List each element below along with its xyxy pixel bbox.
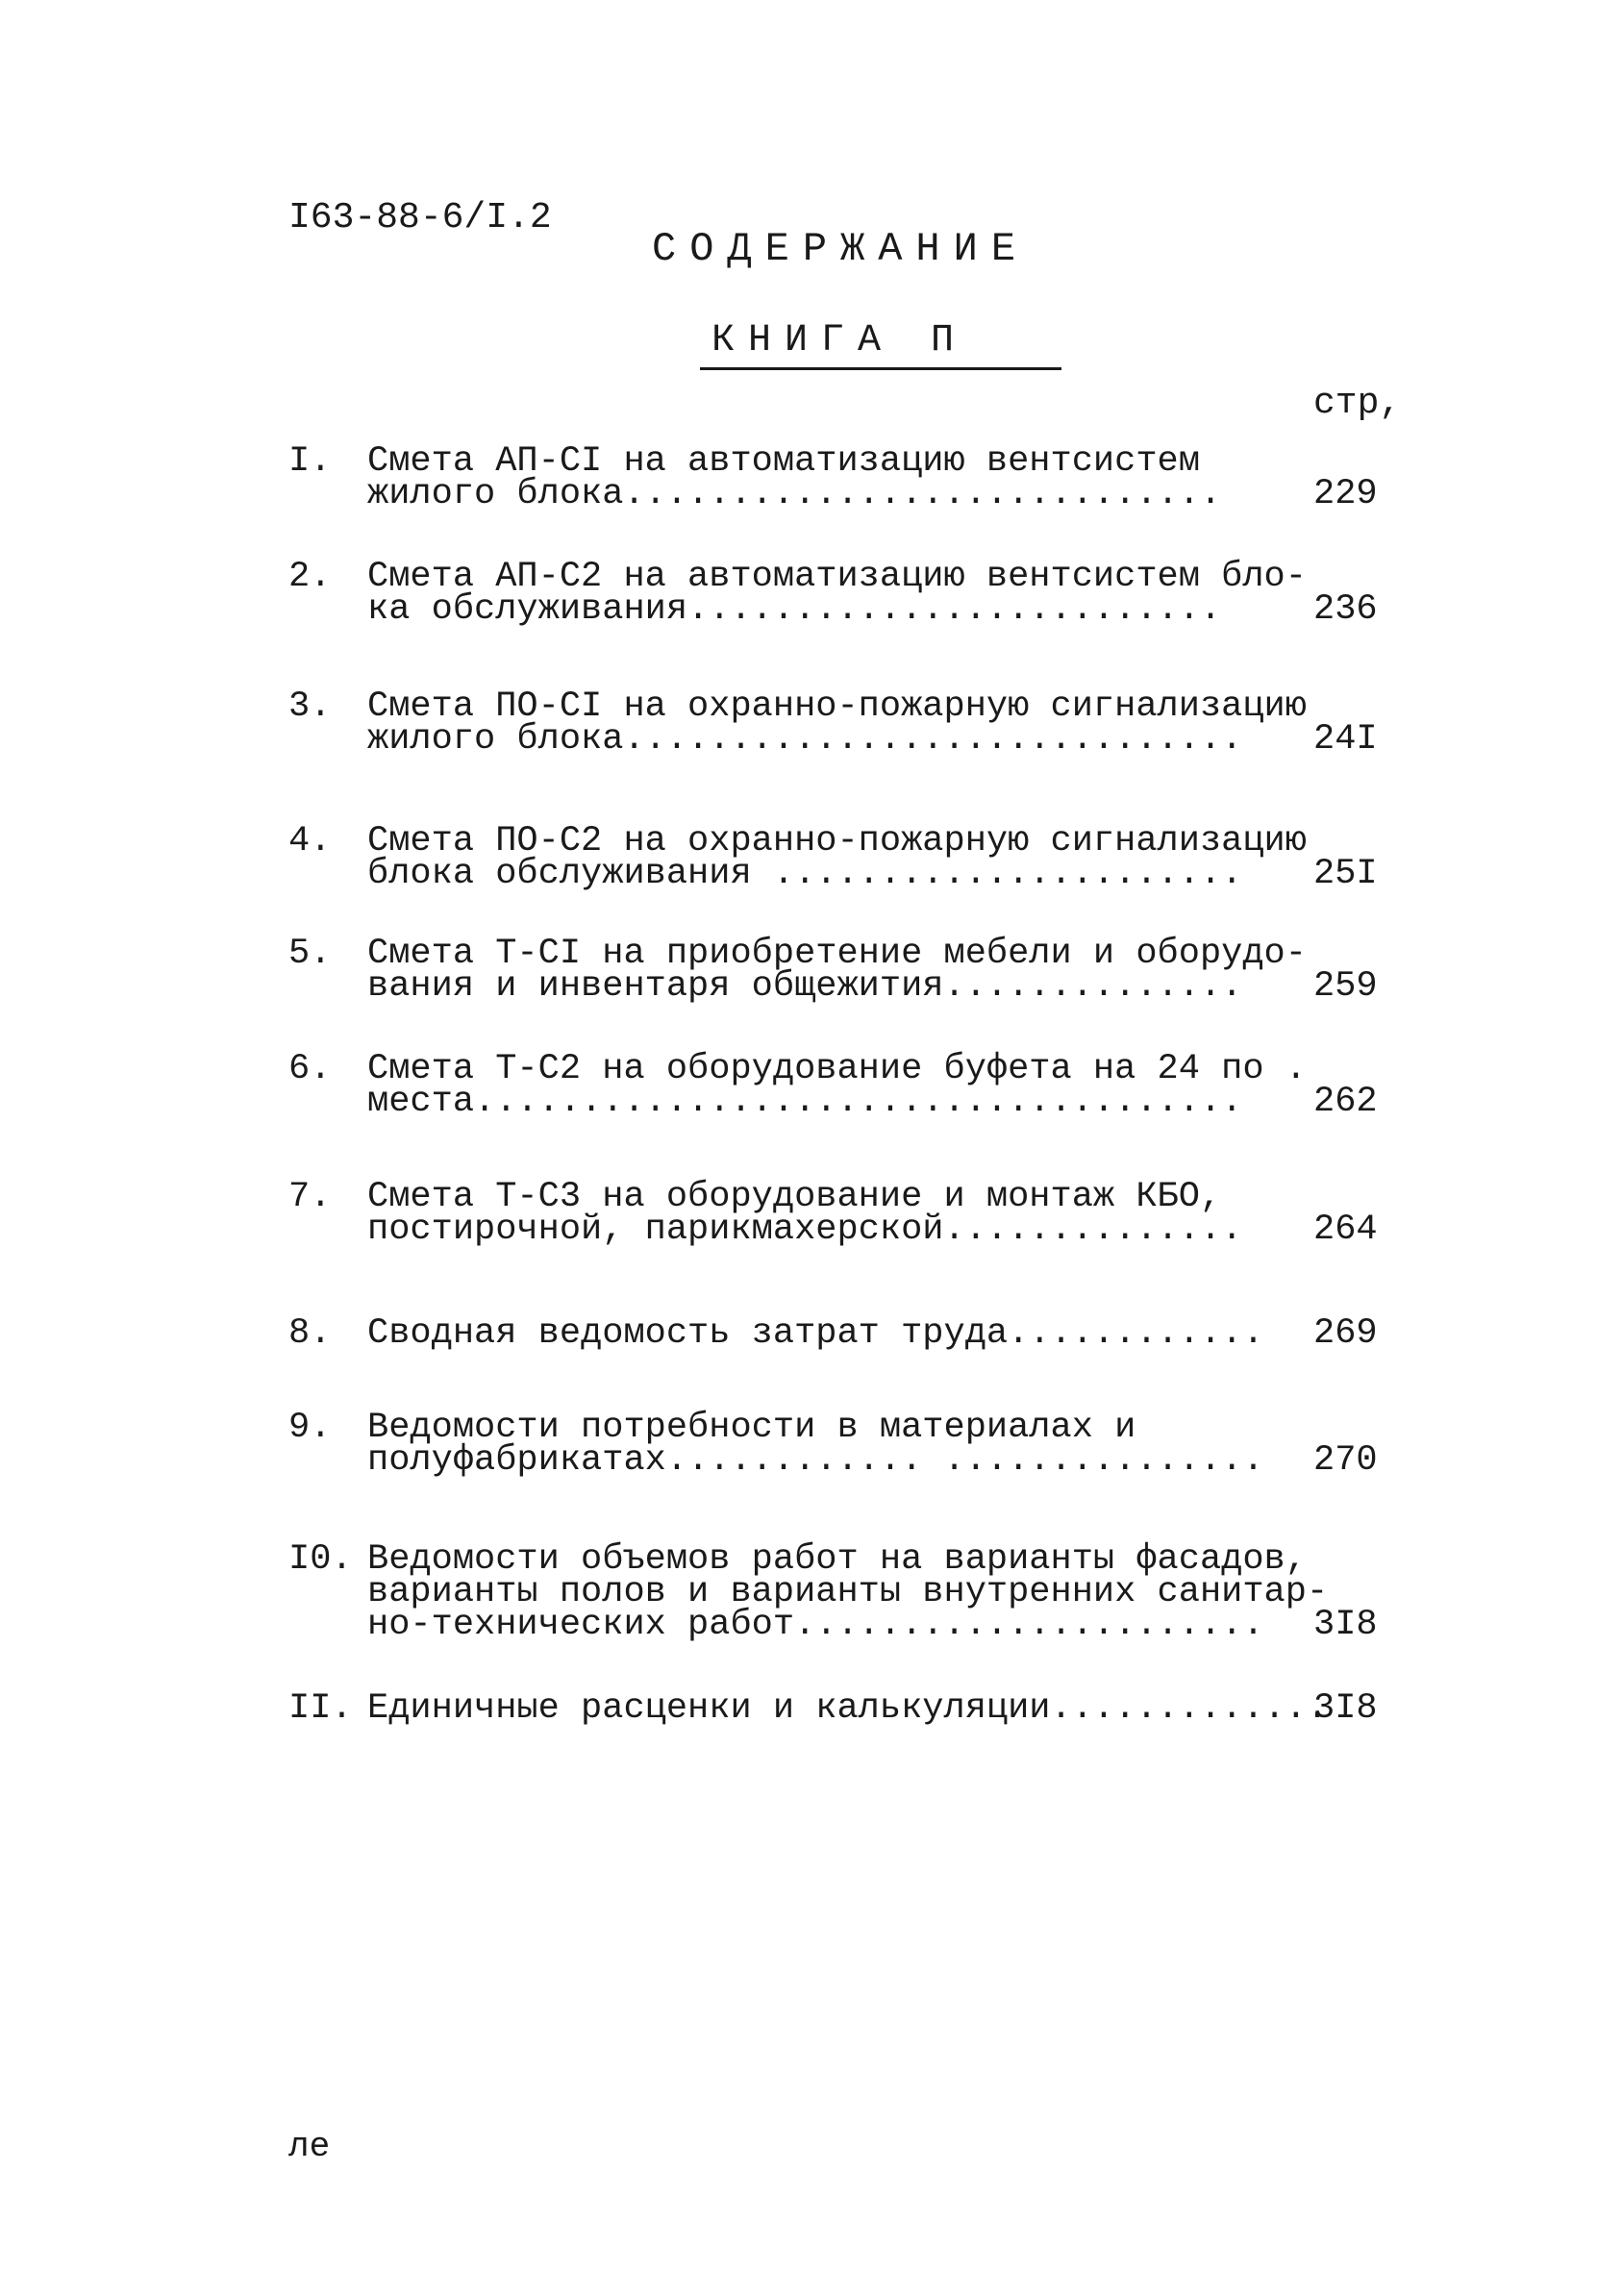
toc-entry-title xyxy=(367,1688,1329,1729)
toc-entry-line: Смета АП-С2 на автоматизацию вентсистем бло- xyxy=(367,557,1307,597)
toc-entry-line: Смета ПО-С2 на охранно-пожарную сигнализацию xyxy=(367,821,1307,861)
toc-entry-page: 264 xyxy=(1313,1210,1378,1250)
book-heading: КНИГА П xyxy=(711,319,968,362)
toc-entry-line: Ведомости потребности в материалах и xyxy=(367,1408,1136,1448)
toc-entry-page: 3I8 xyxy=(1313,1605,1378,1645)
toc-entry-line: Смета Т-С3 на оборудование и монтаж КБО, xyxy=(367,1177,1222,1217)
toc-entry-line: жилого блока............................. xyxy=(367,719,1243,760)
toc-entry-title xyxy=(367,441,1222,514)
toc-entry-number: 8. xyxy=(288,1313,332,1354)
toc-entry-title xyxy=(367,1539,1329,1645)
toc-entry-title xyxy=(367,1408,1264,1481)
toc-entry-line: Сводная ведомость затрат труда............ xyxy=(367,1313,1264,1354)
toc-entry-line: полуфабрикатах............ ............... xyxy=(367,1440,1264,1481)
toc-entry-line: Смета ПО-СI на охранно-пожарную сигнализацию xyxy=(367,686,1307,727)
toc-entry-page: 25I xyxy=(1313,854,1378,894)
toc-entry-title xyxy=(367,557,1307,630)
toc-entry-line: но-технических работ...................... xyxy=(367,1605,1264,1645)
toc-entry-number: I0. xyxy=(288,1539,353,1580)
book-heading-underline xyxy=(700,367,1061,370)
toc-entry-line: ка обслуживания......................... xyxy=(367,589,1222,630)
toc-entry-title xyxy=(367,686,1307,760)
toc-entry-line: Смета АП-СI на автоматизацию вентсистем xyxy=(367,441,1200,482)
toc-entry-line: Единичные расценки и калькуляции............. xyxy=(367,1688,1329,1729)
toc-entry-line: постирочной, парикмахерской.............. xyxy=(367,1210,1243,1250)
toc-entry-number: II. xyxy=(288,1688,353,1729)
toc-entry-number: 3. xyxy=(288,686,332,727)
page-title: СОДЕРЖАНИЕ xyxy=(652,226,1030,272)
page-column-header: стр, xyxy=(1313,383,1402,424)
toc-entry-page: 259 xyxy=(1313,966,1378,1007)
toc-entry-number: 7. xyxy=(288,1177,332,1217)
toc-entry-line: варианты полов и варианты внутренних санитар- xyxy=(367,1572,1329,1612)
toc-entry-page: 269 xyxy=(1313,1313,1378,1354)
toc-entry-number: 4. xyxy=(288,821,332,861)
document-code: I63-88-6/I.2 xyxy=(288,197,552,238)
toc-entry-line: Смета Т-СI на приобретение мебели и оборудо- xyxy=(367,934,1307,974)
toc-entry-line: Ведомости объемов работ на варианты фасадов, xyxy=(367,1539,1307,1580)
toc-entry-title xyxy=(367,1177,1243,1250)
toc-entry-number: 6. xyxy=(288,1049,332,1089)
toc-entry-page: 229 xyxy=(1313,474,1378,514)
toc-entry-line: жилого блока............................ xyxy=(367,474,1222,514)
toc-entry-line: блока обслуживания ...................... xyxy=(367,854,1243,894)
toc-entry-title xyxy=(367,1313,1264,1354)
toc-entry-page: 236 xyxy=(1313,589,1378,630)
toc-entry-number: 2. xyxy=(288,557,332,597)
toc-entry-page: 270 xyxy=(1313,1440,1378,1481)
toc-entry-title xyxy=(367,934,1307,1007)
toc-entry-number: I. xyxy=(288,441,332,482)
toc-entry-number: 5. xyxy=(288,934,332,974)
toc-entry-title xyxy=(367,1049,1307,1122)
toc-entry-page: 262 xyxy=(1313,1082,1378,1122)
toc-entry-title xyxy=(367,821,1307,894)
toc-entry-line: места.................................... xyxy=(367,1082,1243,1122)
toc-entry-line: Смета Т-С2 на оборудование буфета на 24 по . xyxy=(367,1049,1307,1089)
toc-entry-page: 24I xyxy=(1313,719,1378,760)
footer-mark: ле xyxy=(288,2127,331,2166)
toc-entry-page: 3I8 xyxy=(1313,1688,1378,1729)
toc-entry-line: вания и инвентаря общежития.............. xyxy=(367,966,1243,1007)
toc-entry-number: 9. xyxy=(288,1408,332,1448)
